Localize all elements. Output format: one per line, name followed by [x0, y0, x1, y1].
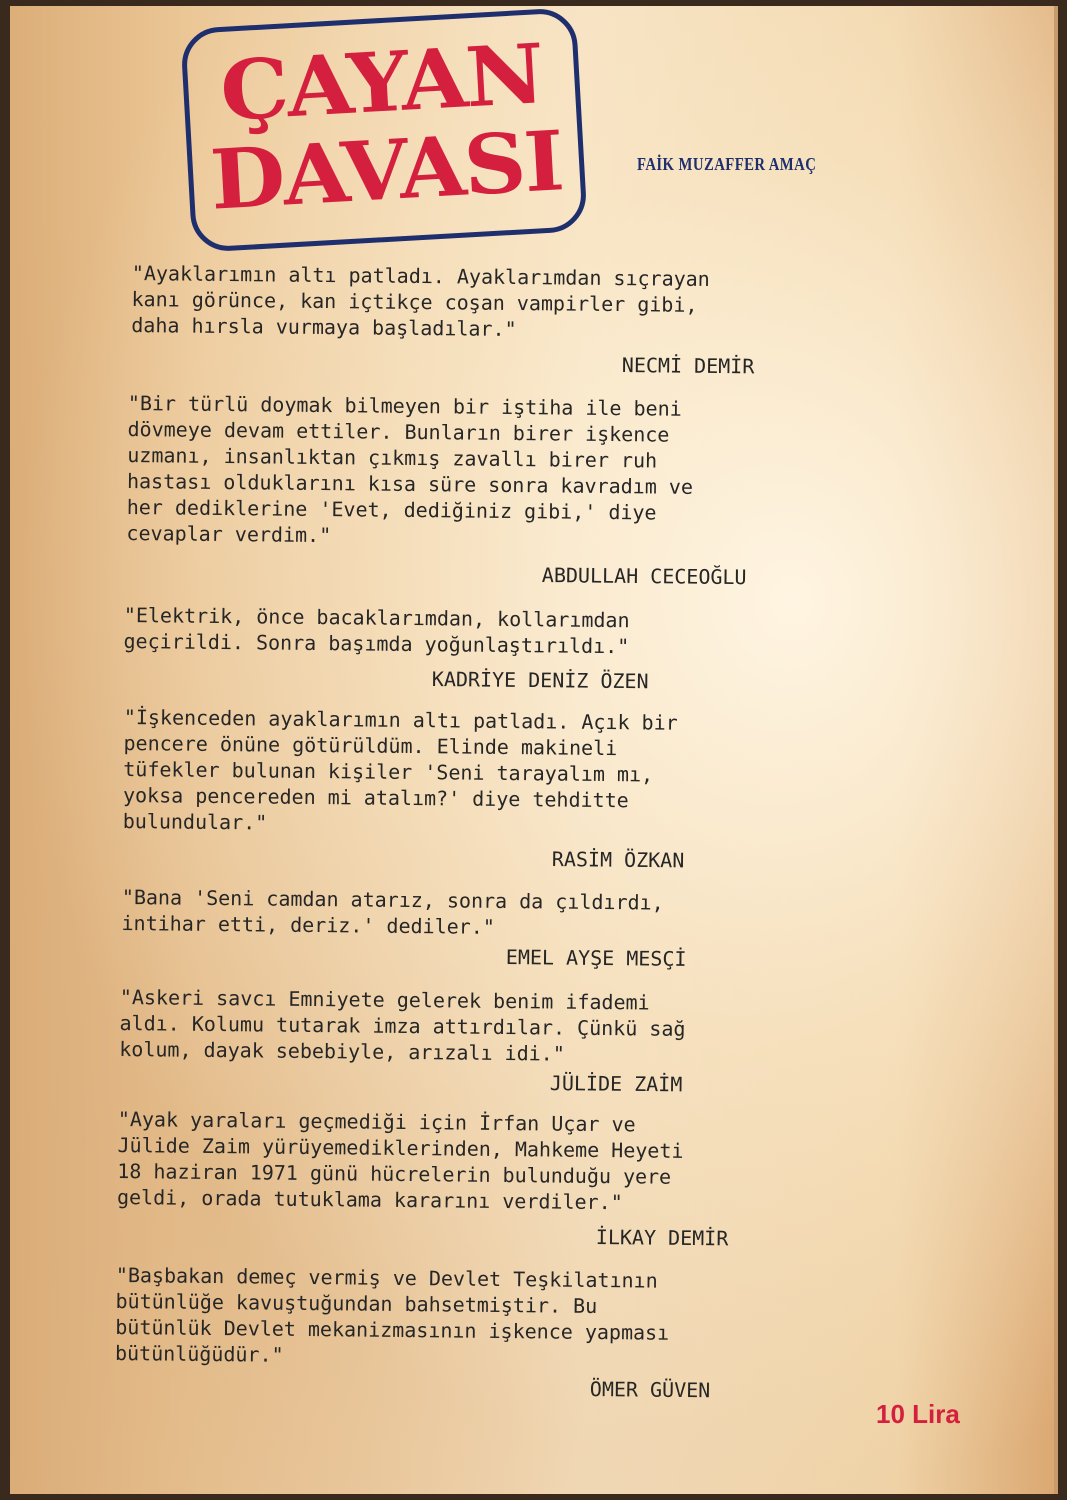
book-title-line-1: ÇAYAN — [217, 26, 545, 140]
testimony-name-1: NECMİ DEMİR — [621, 352, 755, 379]
book-title-line-2: DAVASI — [207, 113, 565, 229]
price-label: 10 Lira — [876, 1399, 960, 1429]
testimony-quote-5: "Bana 'Seni camdan atarız, sonra da çıldırdı, intihar etti, deriz.' dediler." — [121, 884, 664, 939]
testimony-quote-1: "Ayaklarımın altı patladı. Ayaklarımdan sıçrayan kanı görünce, kan içtikçe coşan vampirler gibi, daha hırsla vurmaya başladılar." — [131, 260, 710, 342]
testimony-name-8: ÖMER GÜVEN — [589, 1377, 711, 1403]
testimony-name-2: ABDULLAH CECEOĞLU — [541, 562, 747, 590]
testimony-quote-2: "Bir türlü doymak bilmeyen bir iştiha ile beni dövmeye devam ettiler. Bunların birer işkence uzmanı, insanlıktan çıkmış zavallı birer ruh hastası olduklarını kısa süre sonra kavradım ve her dediklerine 'Evet, dediğiniz gibi,' diye cevaplar verdim." — [126, 390, 694, 548]
testimony-quote-7: "Ayak yaraları geçmediği için İrfan Uçar ve Jülide Zaim yürüyemediklerinden, Mahkeme Heyeti 18 haziran 1971 günü hücrelerin bulunduğu yere geldi, orada tutuklama kararını verdiler." — [116, 1107, 684, 1215]
testimony-name-3: KADRİYE DENİZ ÖZEN — [431, 666, 649, 694]
testimony-quote-6: "Askeri savcı Emniyete gelerek benim ifademi aldı. Kolumu tutarak imza attırdılar. Çünkü sağ kolum, dayak sebebiyle, arızalı idi." — [119, 984, 686, 1066]
testimony-name-7: İLKAY DEMİR — [595, 1225, 729, 1251]
author-name: FAİK MUZAFFER AMAÇ — [637, 154, 817, 174]
testimony-name-4: RASİM ÖZKAN — [551, 846, 685, 873]
title-stamp-frame — [180, 7, 588, 253]
testimony-name-5: EMEL AYŞE MESÇİ — [505, 944, 687, 971]
testimony-quote-3: "Elektrik, önce bacaklarımdan, kollarımdan geçirildi. Sonra başımda yoğunlaştırıldı." — [123, 602, 630, 659]
testimony-name-6: JÜLİDE ZAİM — [549, 1071, 683, 1097]
testimony-quote-4: "İşkenceden ayaklarımın altı patladı. Açık bir pencere önüne götürüldüm. Elinde makineli tüfekler bulunan kişiler 'Seni tarayalım mı, yoksa pencereden mi atalım?' diye tehditte bulundular." — [122, 704, 678, 835]
book-back-cover — [10, 6, 1058, 1494]
testimony-quote-8: "Başbakan demeç vermiş ve Devlet Teşkilatının bütünlüğe kavuştuğundan bahsetmiştir. Bu bütünlük Devlet mekanizmasının işkence yapması bütünlüğüdür." — [114, 1263, 670, 1367]
